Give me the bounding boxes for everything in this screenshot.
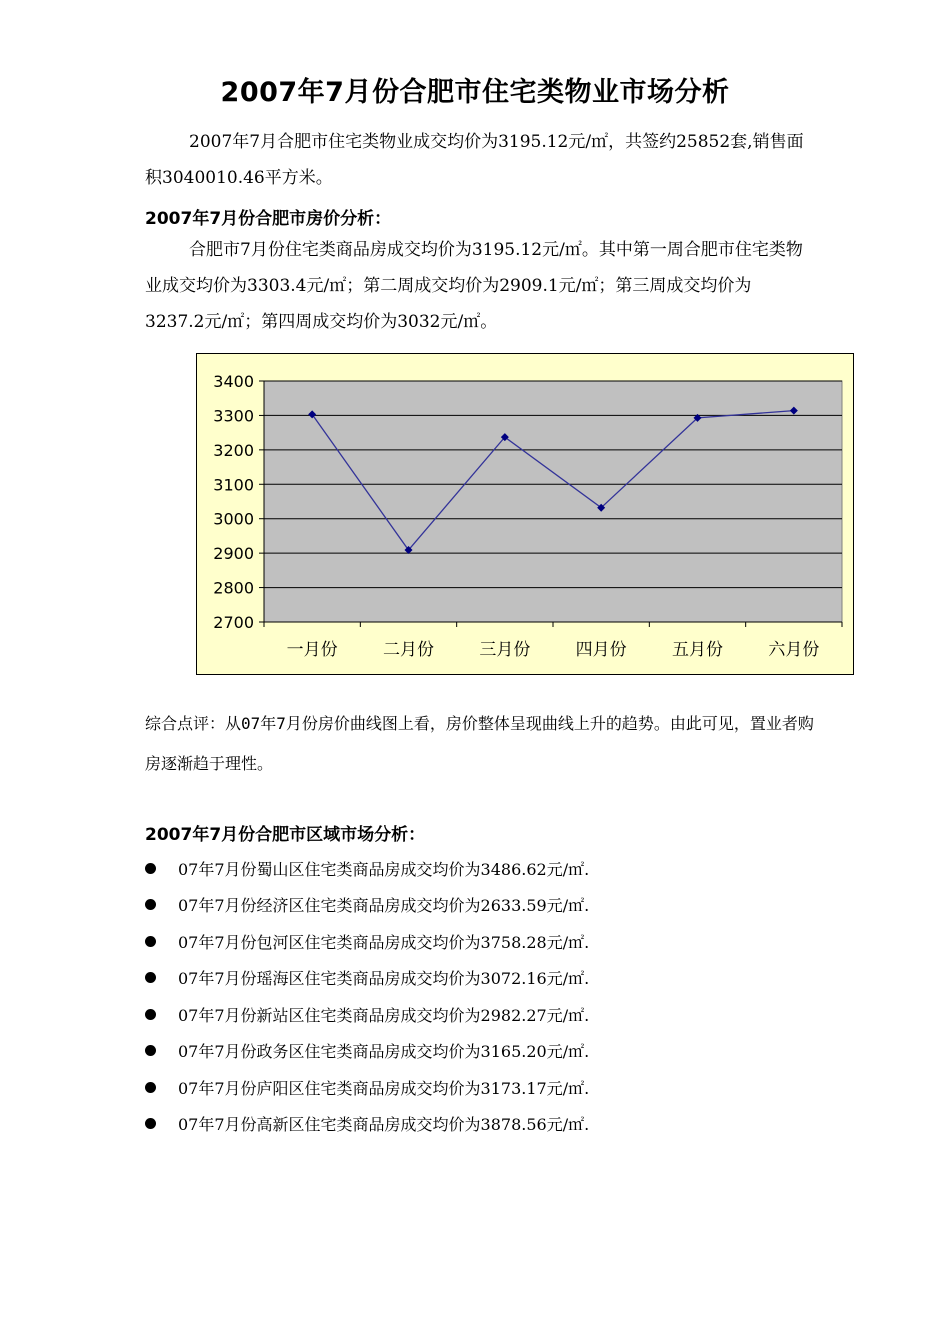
bullet-icon — [145, 1009, 156, 1020]
x-tick-label: 二月份 — [383, 640, 434, 660]
list-item-text: 07年7月份高新区住宅类商品房成交均价为3878.56元/㎡. — [178, 1115, 590, 1135]
list-item-text: 07年7月份政务区住宅类商品房成交均价为3165.20元/㎡. — [178, 1042, 590, 1062]
list-item — [140, 850, 589, 887]
price-analysis-paragraph: 合肥市7月份住宅类商品房成交均价为3195.12元/㎡。其中第一周合肥市住宅类物业成交均价为3303.4元/㎡；第二周成交均价为2909.1元/㎡；第三周成交均价为3237.2元/㎡；第四周成交均价为3032元/㎡。 — [145, 240, 803, 332]
x-tick-label: 四月份 — [575, 640, 627, 660]
summary-comment: 综合点评：从07年7月份房价曲线图上看，房价整体呈现曲线上升的趋势。由此可见，置业者购房逐渐趋于理性。 — [145, 714, 814, 773]
x-tick-label: 五月份 — [672, 640, 723, 660]
price-chart — [196, 353, 854, 675]
list-item — [140, 1033, 589, 1070]
bullet-icon — [145, 1118, 156, 1129]
bullet-icon — [145, 863, 156, 874]
plot-area — [264, 381, 842, 622]
y-tick-label: 3100 — [213, 475, 254, 495]
x-tick-label: 一月份 — [286, 640, 338, 660]
bullet-icon — [145, 1082, 156, 1093]
list-item-text: 07年7月份经济区住宅类商品房成交均价为2633.59元/㎡. — [178, 896, 590, 916]
bullet-icon — [145, 972, 156, 983]
x-tick-label: 三月份 — [479, 640, 531, 660]
y-tick-label: 3400 — [213, 372, 254, 391]
list-item — [140, 1106, 589, 1143]
list-item — [140, 923, 589, 960]
list-item — [140, 887, 589, 924]
price-analysis-heading: 2007年7月份合肥市房价分析： — [145, 209, 392, 229]
y-tick-label: 3200 — [213, 440, 254, 460]
y-tick-label: 3300 — [213, 406, 254, 426]
bullet-icon — [145, 936, 156, 947]
list-item-text: 07年7月份瑶海区住宅类商品房成交均价为3072.16元/㎡. — [178, 969, 590, 989]
x-tick-label: 六月份 — [768, 640, 820, 660]
list-item-text: 07年7月份蜀山区住宅类商品房成交均价为3486.62元/㎡. — [178, 859, 590, 879]
district-list — [140, 850, 589, 1142]
list-item-text: 07年7月份新站区住宅类商品房成交均价为2982.27元/㎡. — [178, 1005, 590, 1025]
page-title: 2007年7月份合肥市住宅类物业市场分析 — [220, 77, 730, 108]
list-item-text: 07年7月份庐阳区住宅类商品房成交均价为3173.17元/㎡. — [178, 1078, 590, 1098]
list-item — [140, 960, 589, 997]
list-item — [140, 996, 589, 1033]
y-tick-label: 2800 — [213, 578, 254, 598]
y-tick-label: 2700 — [213, 613, 254, 632]
bullet-icon — [145, 1045, 156, 1056]
district-analysis-heading: 2007年7月份合肥市区域市场分析： — [145, 825, 426, 845]
list-item — [140, 1069, 589, 1106]
bullet-icon — [145, 899, 156, 910]
price-line-chart — [197, 354, 853, 674]
y-tick-label: 2900 — [213, 544, 254, 564]
y-tick-label: 3000 — [213, 509, 254, 529]
intro-paragraph: 2007年7月合肥市住宅类物业成交均价为3195.12元/㎡，共签约25852套,销售面积3040010.46平方米。 — [145, 132, 804, 188]
list-item-text: 07年7月份包河区住宅类商品房成交均价为3758.28元/㎡. — [178, 932, 590, 952]
